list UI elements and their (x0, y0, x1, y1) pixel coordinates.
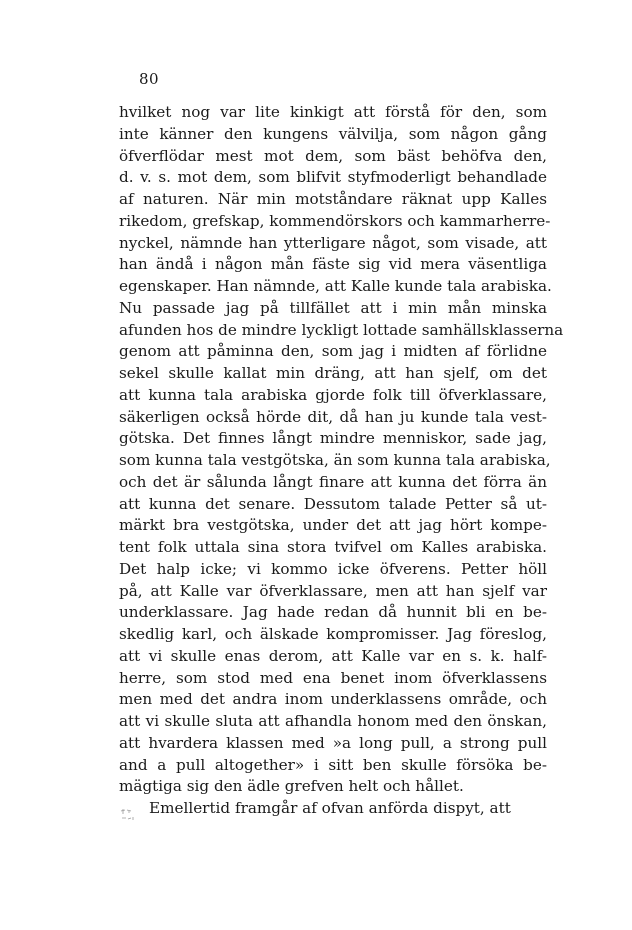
text-line: sekel skulle kallat min dräng, att han sjelf, om det (119, 364, 547, 382)
text-line: på, att Kalle var öfverklassare, men att han sjelf var (119, 581, 547, 600)
text-line: Nu passade jag på tillfället att i min mån minska (119, 298, 547, 317)
text-line: inte känner den kungens välvilja, som någon gång (119, 124, 547, 143)
body-text (119, 102, 564, 820)
text-line: märkt bra vestgötska, under det att jag hört kompe- (119, 516, 547, 535)
text-line: nyckel, nämnde han ytterligare något, som visade, att (119, 233, 547, 252)
text-line: att vi skulle sluta att afhandla honom med den önskan, (119, 712, 547, 730)
text-line: att kunna det senare. Dessutom talade Petter så ut- (119, 494, 547, 513)
text-line: skedlig karl, och älskade kompromisser. Jag föreslog, (119, 625, 547, 643)
text-line: egenskaper. Han nämnde, att Kalle kunde tala arabiska. (119, 277, 552, 295)
text-line: Det halp icke; vi kommo icke öfverens. Petter höll (119, 559, 547, 578)
text-line: götska. Det finnes långt mindre menniskor, sade jag, (119, 429, 547, 448)
text-line: att hvardera klassen med »a long pull, a strong pull (119, 733, 547, 752)
text-line: af naturen. När min motståndare räknat upp Kalles (119, 190, 547, 208)
text-line: afunden hos de mindre lyckligt lottade samhällsklasserna (119, 320, 564, 339)
text-line: and a pull altogether» i sitt ben skulle försöka be- (119, 755, 547, 774)
text-line: genom att påminna den, som jag i midten af förlidne (119, 342, 547, 361)
page-number: 80 (139, 70, 160, 88)
text-line: öfverflödar mest mot dem, som bäst behöfva den, (119, 146, 547, 165)
text-line: rikedom, grefskap, kommendörskors och kammarherre- (119, 211, 551, 230)
text-line: som kunna tala vestgötska, än som kunna tala arabiska, (119, 451, 551, 469)
text-line: han ändå i någon mån fäste sig vid mera väsentliga (119, 255, 547, 274)
text-line: men med det andra inom underklassens område, och (119, 690, 547, 709)
text-line: herre, som stod med ena benet inom öfverklassens (119, 668, 547, 687)
text-line: underklassare. Jag hade redan då hunnit bli en be- (119, 603, 547, 622)
text-line: och det är sålunda långt finare att kunna det förra än (119, 472, 547, 491)
text-line: mägtiga sig den ädle grefven helt och hållet. (119, 777, 464, 796)
margin-smudge-mark (119, 808, 139, 824)
text-line: hvilket nog var lite kinkigt att förstå för den, som (119, 103, 547, 121)
text-line: säkerligen också hörde dit, då han ju kunde tala vest- (119, 407, 547, 426)
text-line: att vi skulle enas derom, att Kalle var en s. k. half- (119, 646, 547, 665)
text-line: d. v. s. mot dem, som blifvit styfmoderligt behandlade (119, 168, 547, 187)
text-line: Emellertid framgår af ofvan anförda dispyt, att (149, 799, 511, 817)
text-line: att kunna tala arabiska gjorde folk till öfverklassare, (119, 385, 547, 404)
text-line: tent folk uttala sina stora tvifvel om Kalles arabiska. (119, 538, 547, 556)
